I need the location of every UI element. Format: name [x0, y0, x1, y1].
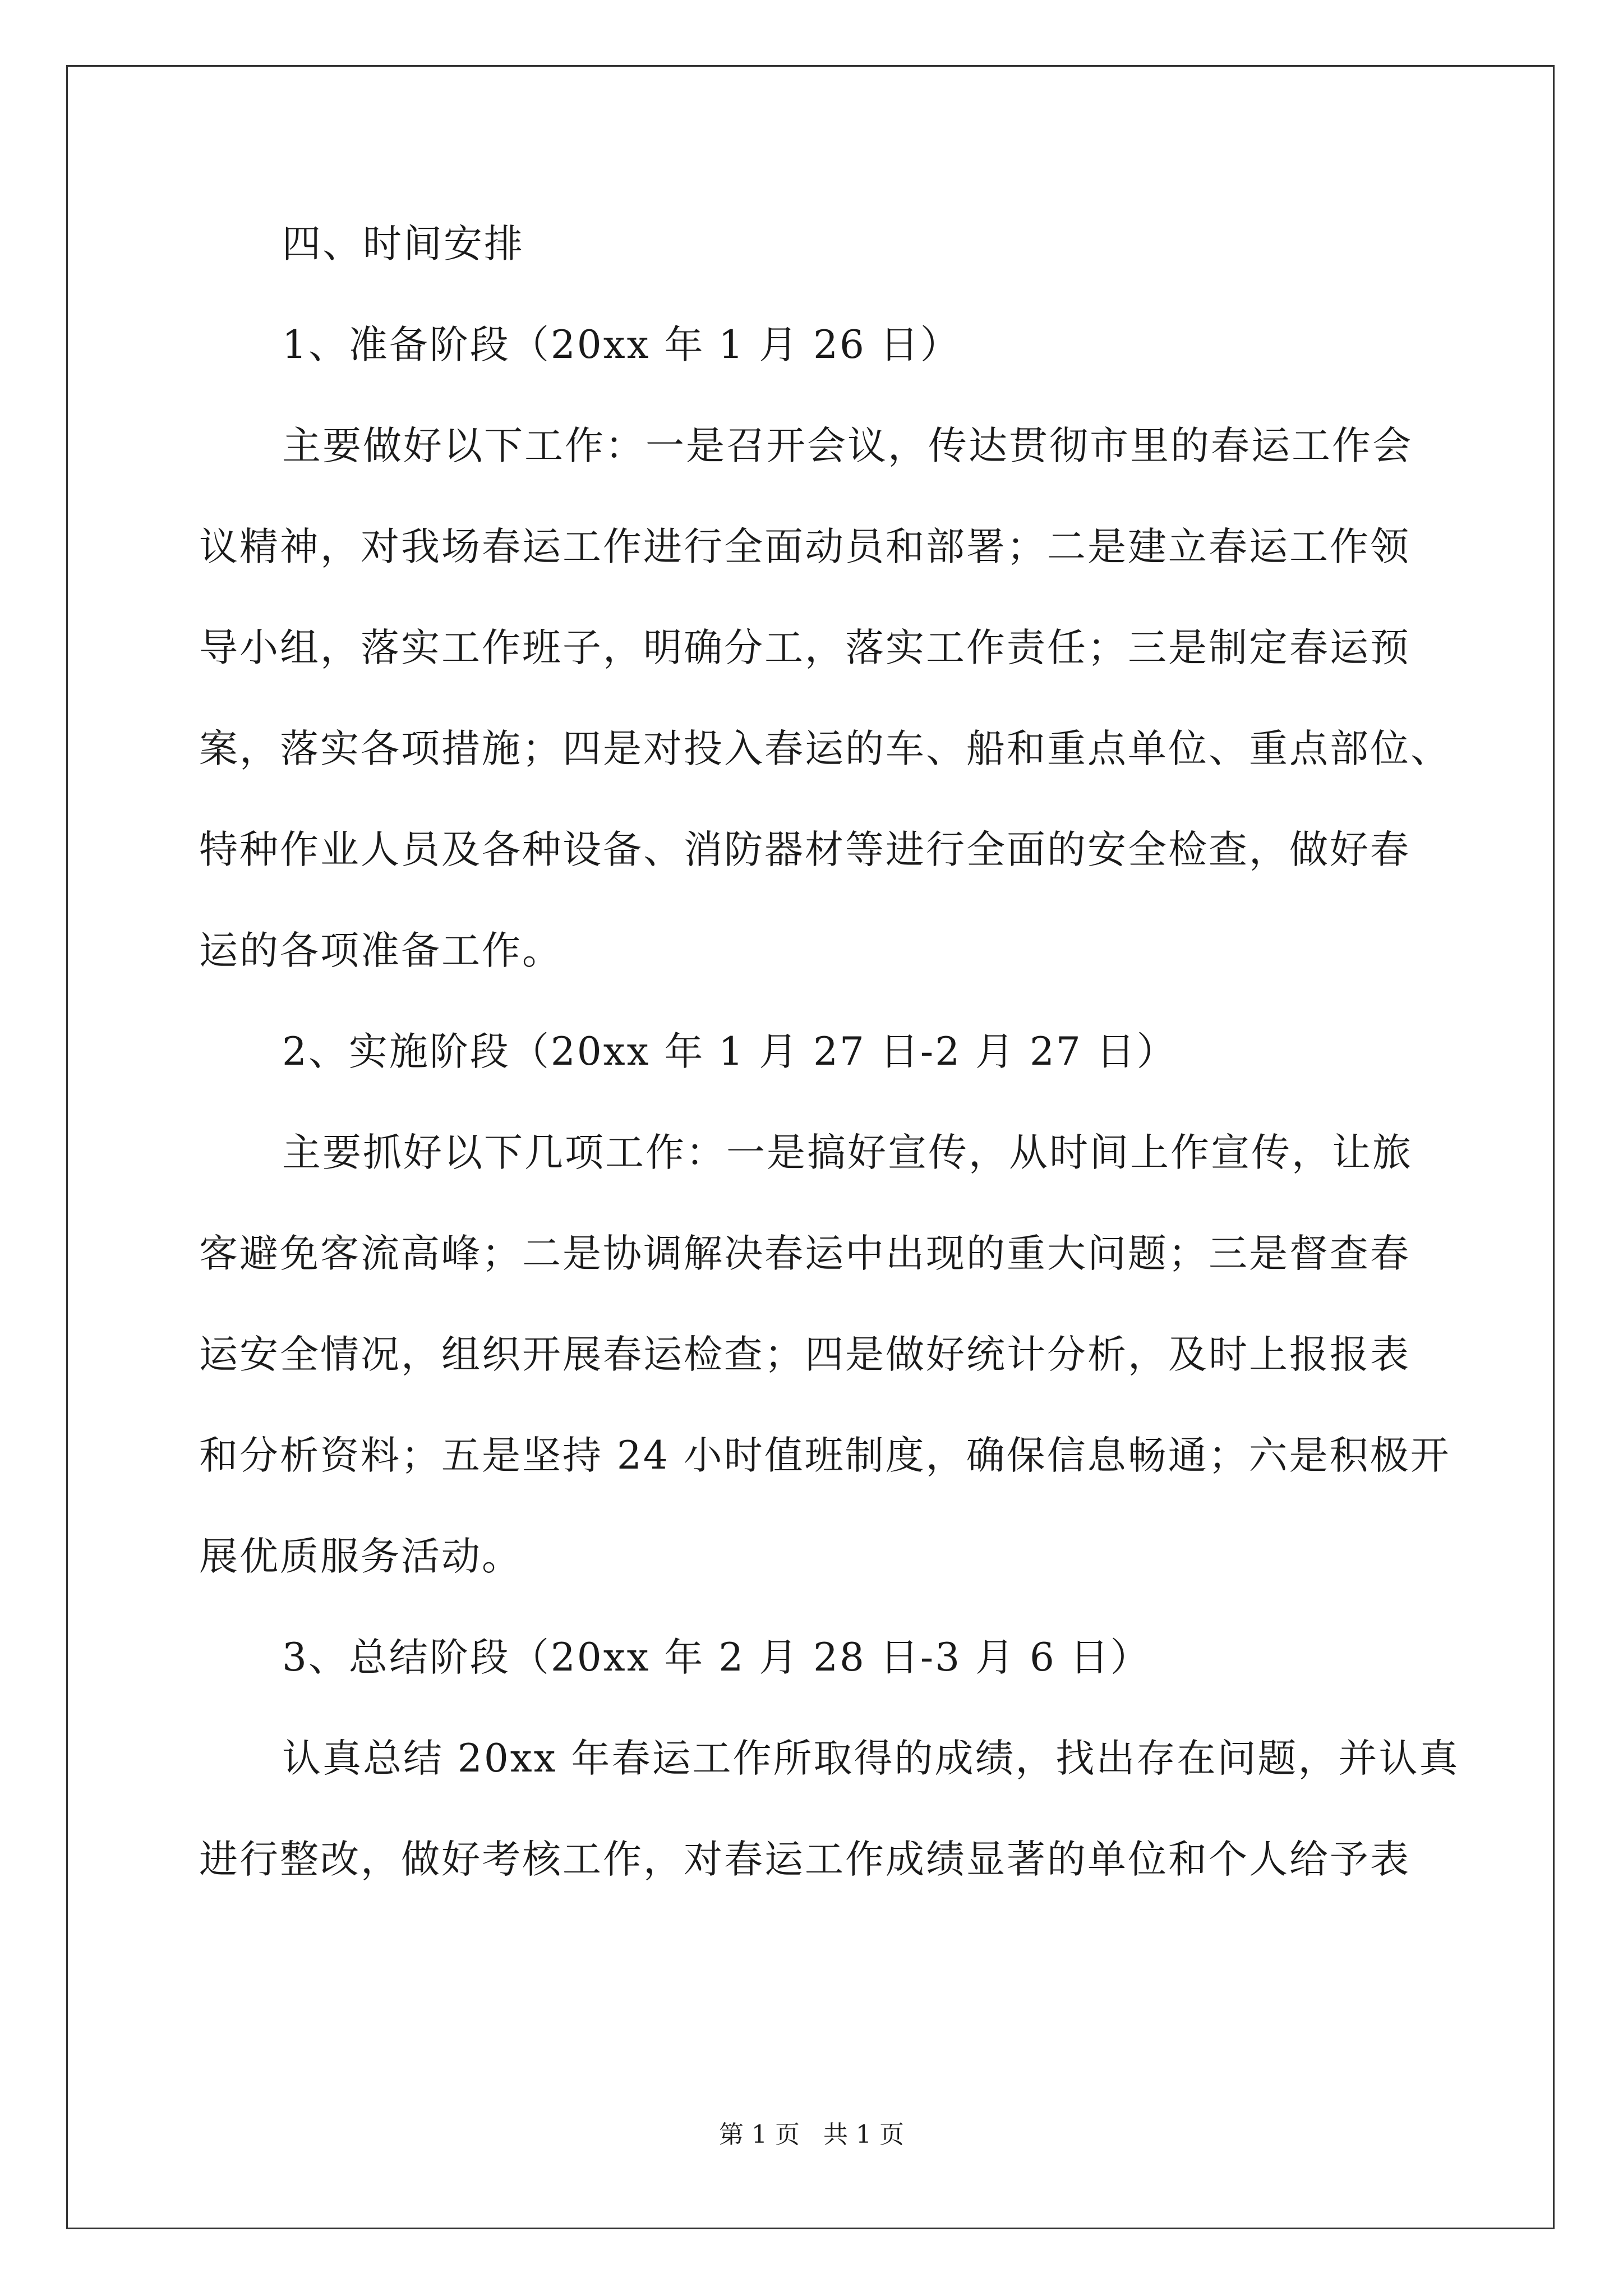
page-footer: 第 1 页 共 1 页	[719, 2120, 904, 2149]
stage-2-line-4: 和分析资料；五是坚持 24 小时值班制度，确保信息畅通；六是积极开	[199, 1433, 1451, 1478]
stage-2-line-1: 主要抓好以下几项工作：一是搞好宣传，从时间上作宣传，让旅	[282, 1130, 1413, 1175]
stage-2-line-5: 展优质服务活动。	[199, 1534, 522, 1579]
stage-1-line-5: 特种作业人员及各种设备、消防器材等进行全面的安全检查，做好春	[199, 827, 1410, 872]
stage-2-line-3: 运安全情况，组织开展春运检查；四是做好统计分析，及时上报报表	[199, 1332, 1410, 1377]
stage-3-line-1: 认真总结 20xx 年春运工作所取得的成绩，找出存在问题，并认真	[282, 1736, 1460, 1781]
stage-1-line-3: 导小组，落实工作班子，明确分工，落实工作责任；三是制定春运预	[199, 625, 1410, 670]
stage-1-line-2: 议精神，对我场春运工作进行全面动员和部署；二是建立春运工作领	[199, 524, 1410, 569]
stage-1-heading: 1、准备阶段（20xx 年 1 月 26 日）	[282, 323, 961, 367]
stage-1-line-4: 案，落实各项措施；四是对投入春运的车、船和重点单位、重点部位、	[199, 726, 1451, 771]
section-title: 四、时间安排	[282, 222, 524, 266]
stage-2-line-2: 客避免客流高峰；二是协调解决春运中出现的重大问题；三是督查春	[199, 1231, 1410, 1276]
stage-3-heading: 3、总结阶段（20xx 年 2 月 28 日-3 月 6 日）	[282, 1635, 1151, 1680]
stage-2-heading: 2、实施阶段（20xx 年 1 月 27 日-2 月 27 日）	[282, 1029, 1177, 1074]
stage-1-line-6: 运的各项准备工作。	[199, 928, 562, 973]
stage-3-line-2: 进行整改，做好考核工作，对春运工作成绩显著的单位和个人给予表	[199, 1837, 1410, 1882]
stage-1-line-1: 主要做好以下工作：一是召开会议，传达贯彻市里的春运工作会	[282, 424, 1413, 468]
